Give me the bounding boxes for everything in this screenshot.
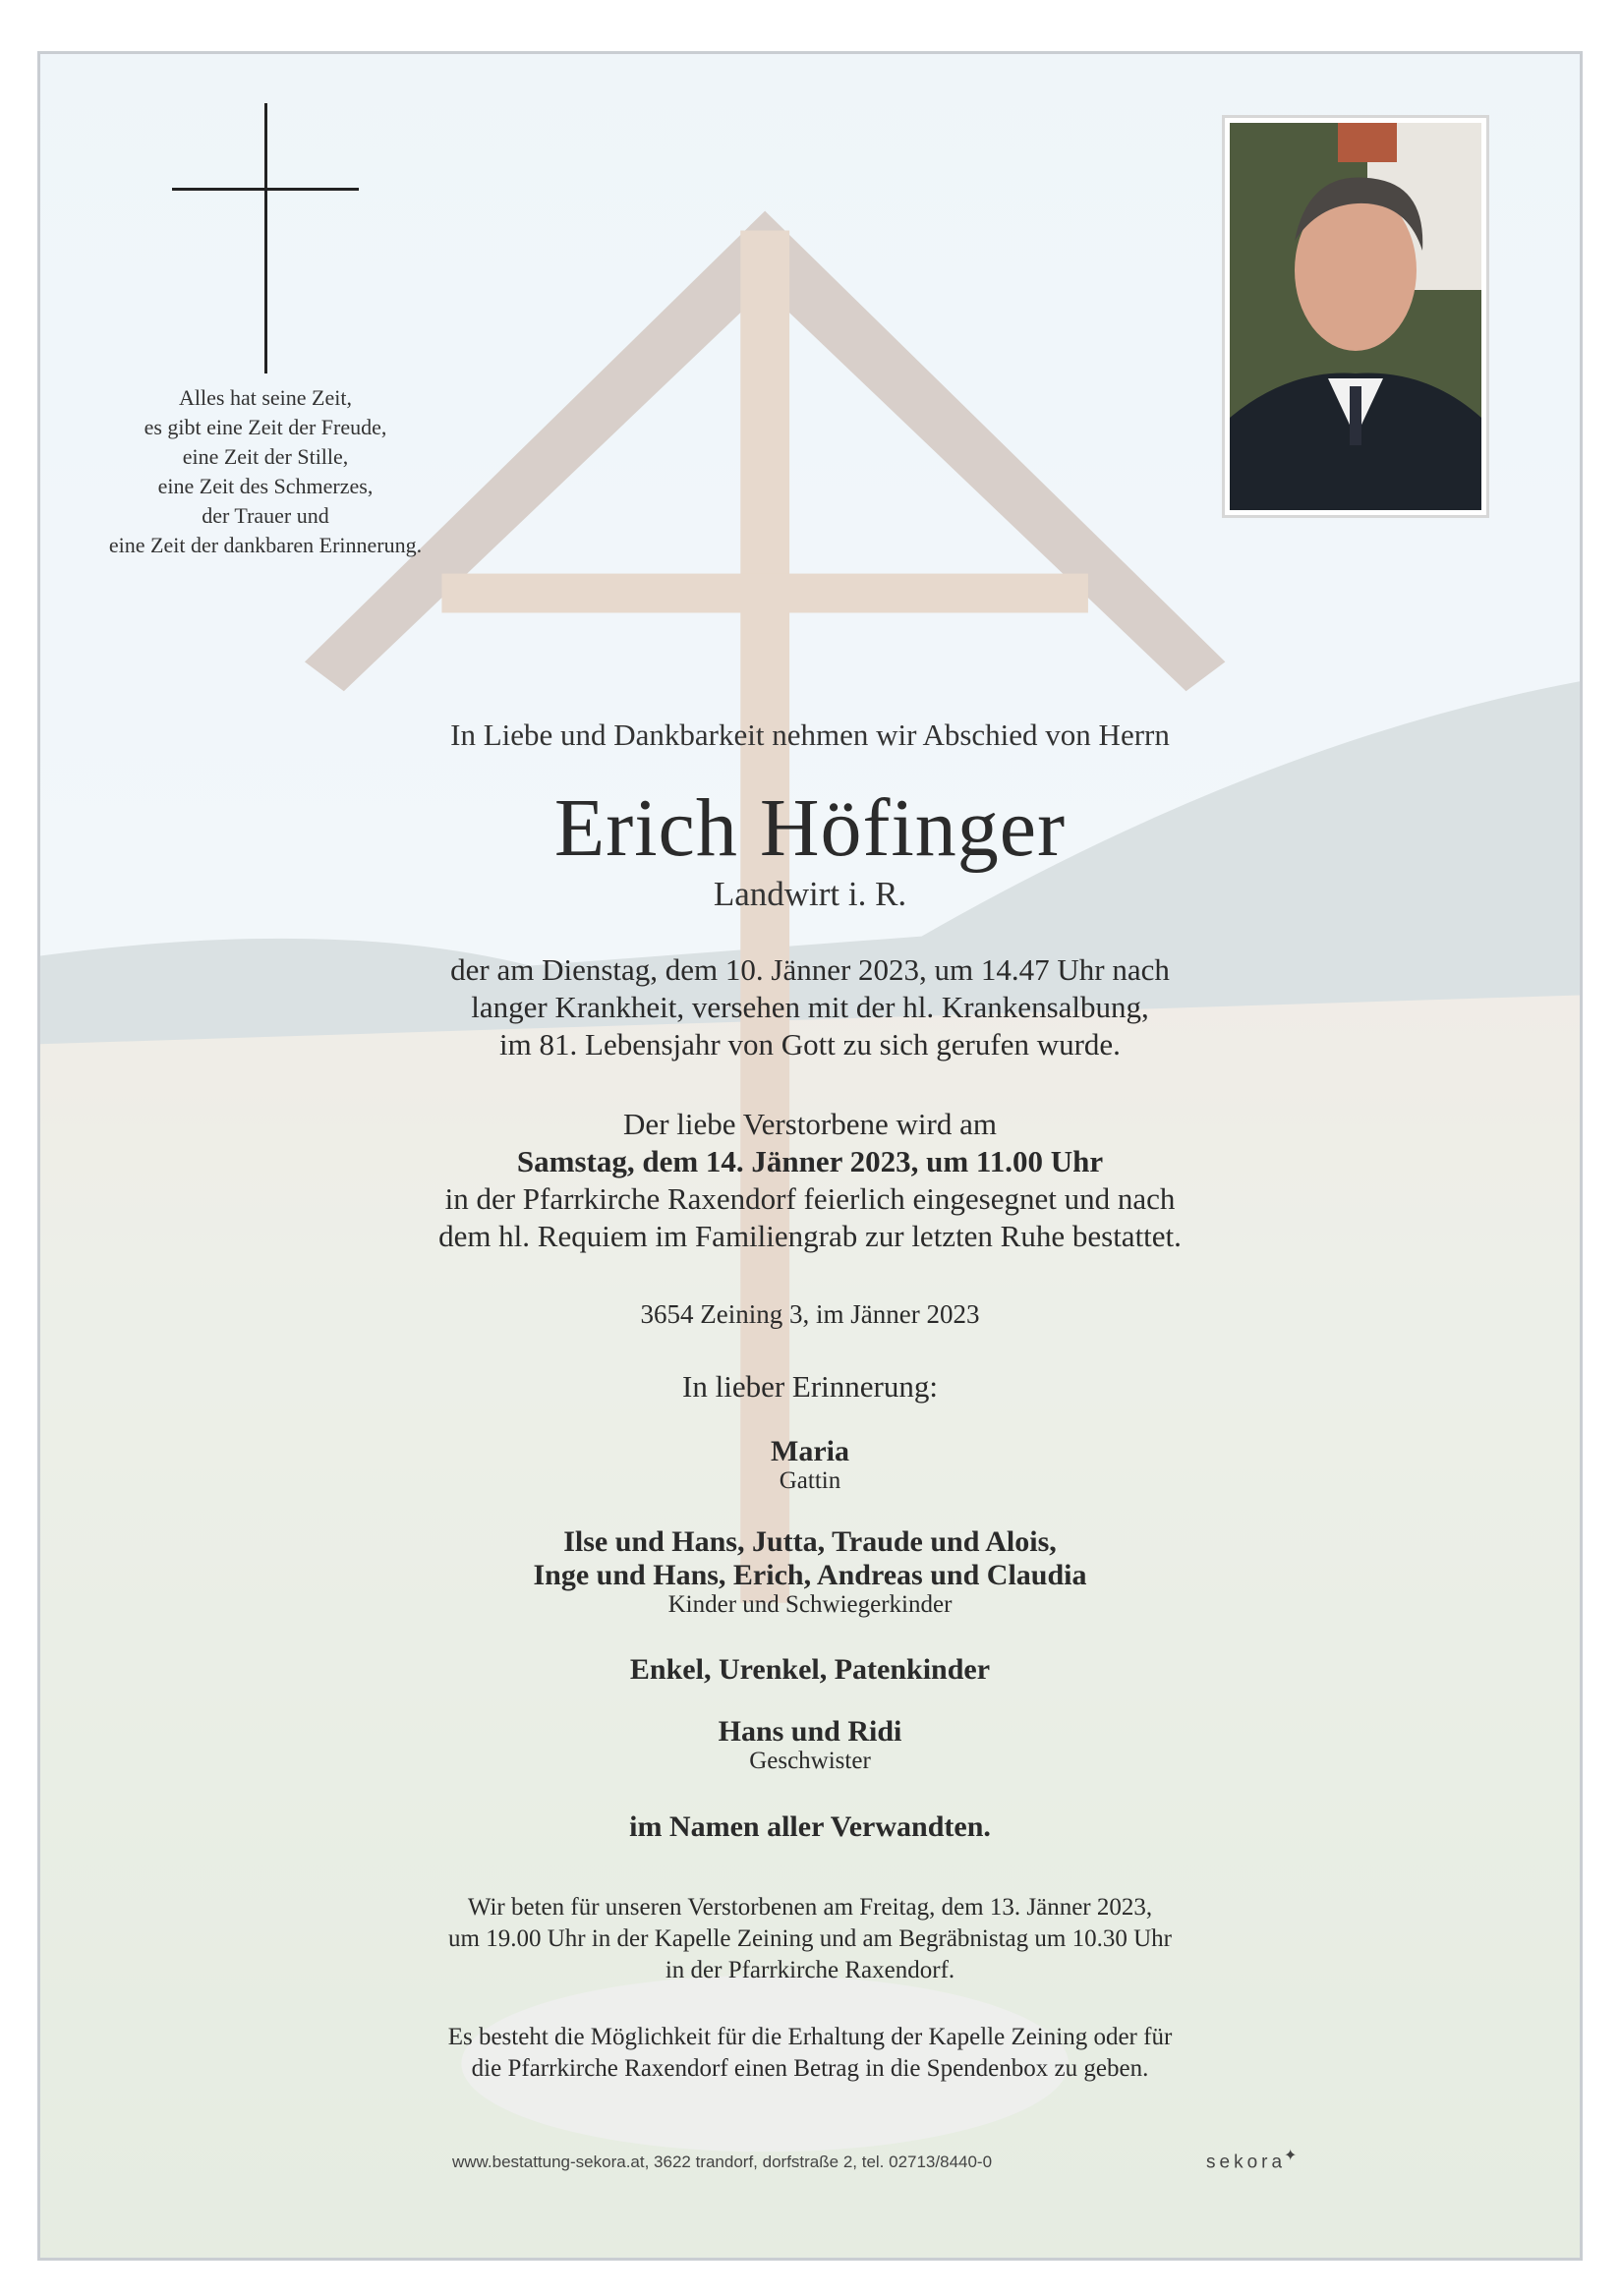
mourner-group	[220, 1810, 1400, 1844]
deceased-profession: Landwirt i. R.	[713, 875, 907, 913]
place-date-line: 3654 Zeining 3, im Jänner 2023	[640, 1299, 980, 1329]
mourner-names: Inge und Hans, Erich, Andreas und Claudia	[533, 1559, 1087, 1591]
mourner-names: Hans und Ridi	[718, 1715, 902, 1748]
bird-icon: ✦	[1284, 2148, 1302, 2164]
logo-text: sekora	[1206, 2152, 1287, 2173]
mourner-relation: Gattin	[779, 1467, 841, 1494]
death-notice-line: der am Dienstag, dem 10. Jänner 2023, um 14.47 Uhr nach	[450, 952, 1170, 987]
portrait-photo	[1222, 115, 1489, 518]
prayer-notice	[220, 1892, 1400, 1986]
mourner-names: im Namen aller Verwandten.	[629, 1810, 991, 1843]
cross-icon	[172, 103, 359, 373]
donation-line: Es besteht die Möglichkeit für die Erhaltung der Kapelle Zeining oder für	[447, 2024, 1173, 2050]
death-notice-line: im 81. Lebensjahr von Gott zu sich gerufen wurde.	[499, 1027, 1121, 1062]
poem-line: eine Zeit des Schmerzes,	[157, 474, 374, 498]
mourner-group	[220, 1525, 1400, 1618]
death-notice-line: langer Krankheit, versehen mit der hl. Krankensalbung,	[471, 990, 1149, 1024]
death-notice	[220, 951, 1400, 1063]
mourner-names: Maria	[771, 1435, 849, 1467]
donation-line: die Pfarrkirche Raxendorf einen Betrag in die Spendenbox zu geben.	[471, 2055, 1149, 2082]
poem-line: es gibt eine Zeit der Freude,	[144, 415, 387, 439]
mourner-relation: Kinder und Schwiegerkinder	[667, 1591, 953, 1618]
footer	[452, 2152, 1317, 2172]
mourner-relation: Geschwister	[749, 1748, 871, 1774]
mourner-names: Enkel, Urenkel, Patenkinder	[629, 1653, 991, 1686]
mourner-names: Ilse und Hans, Jutta, Traude und Alois,	[563, 1525, 1057, 1558]
mourner-group	[220, 1435, 1400, 1494]
mourner-group	[220, 1653, 1400, 1687]
deceased-name: Erich Höfinger	[553, 782, 1067, 874]
intro-text: In Liebe und Dankbarkeit nehmen wir Abschied von Herrn	[450, 718, 1170, 752]
poem-line: eine Zeit der Stille,	[182, 444, 349, 469]
memory-heading: In lieber Erinnerung:	[682, 1369, 938, 1404]
prayer-line: um 19.00 Uhr in der Kapelle Zeining und am Begräbnistag um 10.30 Uhr	[448, 1925, 1172, 1952]
funeral-notice	[220, 1106, 1400, 1255]
donation-notice	[220, 2022, 1400, 2085]
funeral-date: Samstag, dem 14. Jänner 2023, um 11.00 Uhr	[516, 1144, 1104, 1178]
prayer-line: in der Pfarrkirche Raxendorf.	[665, 1957, 955, 1983]
funeral-home-address: www.bestattung-sekora.at, 3622 trandorf, dorfstraße 2, tel. 02713/8440-0	[452, 2152, 993, 2171]
funeral-home-logo	[1206, 2146, 1301, 2173]
poem-line: eine Zeit der dankbaren Erinnerung.	[108, 533, 423, 557]
mourner-group	[220, 1715, 1400, 1774]
prayer-line: Wir beten für unseren Verstorbenen am Freitag, dem 13. Jänner 2023,	[467, 1894, 1153, 1921]
poem-line: Alles hat seine Zeit,	[179, 385, 352, 410]
funeral-notice-line: Der liebe Verstorbene wird am	[623, 1107, 997, 1141]
poem-line: der Trauer und	[202, 503, 329, 528]
funeral-notice-line: in der Pfarrkirche Raxendorf feierlich eingesegnet und nach	[444, 1181, 1176, 1216]
funeral-notice-line: dem hl. Requiem im Familiengrab zur letzten Ruhe bestattet.	[438, 1219, 1182, 1253]
poem	[49, 383, 482, 560]
